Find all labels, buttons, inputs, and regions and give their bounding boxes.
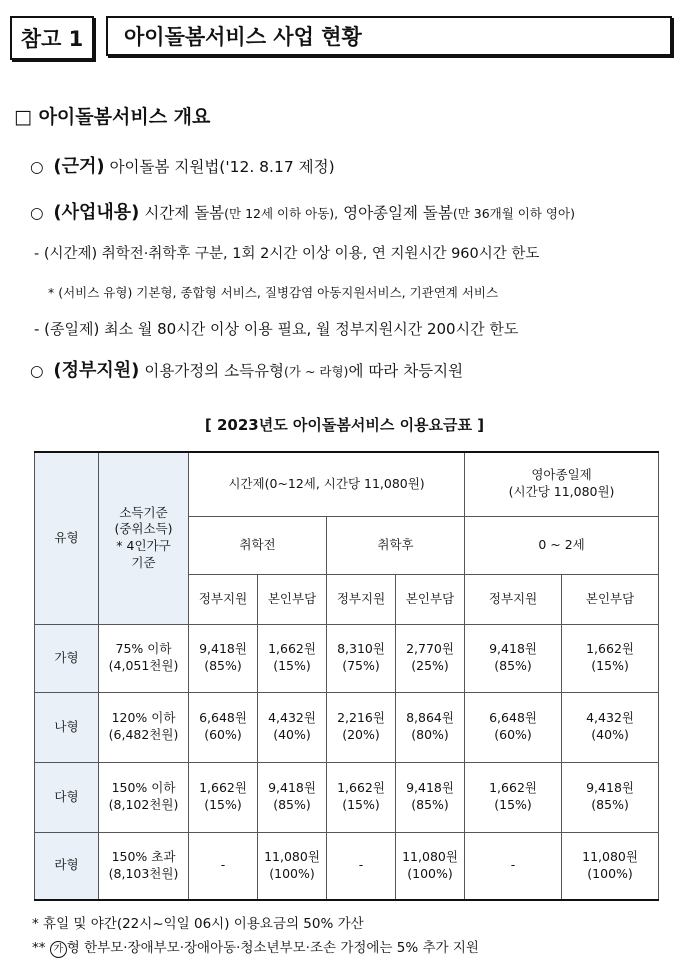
bullet-subtext: (가 ~ 라형) [284,364,349,379]
row-type: 나형 [35,692,99,762]
fee-cell: 6,648원 (60%) [465,692,562,762]
table-row [35,692,659,762]
bullet-heading: (정부지원) [53,360,140,381]
header-self: 본인부담 [258,574,327,624]
table-row [35,762,659,832]
header-preschool: 취학전 [189,516,327,574]
bullet-business [30,198,575,224]
bullet-text: 이용가정의 소득유형 [144,362,285,380]
bullet-text: 영아종일제 돌봄 [343,204,453,222]
reference-label: 참고 1 [10,16,94,60]
header-gov: 정부지원 [327,574,396,624]
bullet-mark: ○ [30,158,44,176]
fee-cell: 4,432원 (40%) [562,692,659,762]
fee-cell: 8,310원 (75%) [327,624,396,692]
row-income: 120% 이하 (6,482천원) [99,692,189,762]
bullet-heading: (근거) [53,156,105,177]
bullet-basis [30,152,335,178]
bullet-mark: ○ [30,204,44,222]
row-type: 가형 [35,624,99,692]
bullet-subtext: (만 36개월 이하 영아) [452,206,575,221]
fee-cell: 1,662원 (15%) [327,762,396,832]
dash-fullday: - (종일제) 최소 월 80시간 이상 이용 필요, 월 정부지원시간 200시간 한도 [34,320,519,338]
header-hourly: 시간제(0~12세, 시간당 11,080원) [189,452,465,516]
fee-cell: 11,080원 (100%) [396,832,465,900]
bullet-support [30,356,463,382]
fee-cell: 1,662원 (15%) [258,624,327,692]
header-school: 취학후 [327,516,465,574]
table-title: [ 2023년도 아이돌봄서비스 이용요금표 ] [204,416,485,434]
header [10,16,678,60]
fee-cell: 1,662원 (15%) [562,624,659,692]
table-row [35,832,659,900]
fee-cell: 1,662원 (15%) [465,762,562,832]
dash-hourly: - (시간제) 취학전·취학후 구분, 1회 2시간 이상 이용, 연 지원시간 960시간 한도 [34,246,540,262]
header-self: 본인부담 [562,574,659,624]
footnote-additional [32,936,479,958]
fee-cell: 9,418원 (85%) [562,762,659,832]
header-fullday: 영아종일제 (시간당 11,080원) [465,452,659,516]
bullet-text: 에 따라 차등지원 [348,362,464,380]
fee-table [34,451,659,901]
fee-cell: 4,432원 (40%) [258,692,327,762]
fee-cell: 8,864원 (80%) [396,692,465,762]
bullet-heading: (사업내용) [53,202,140,223]
fee-cell: 11,080원 (100%) [258,832,327,900]
row-income: 150% 초과 (8,103천원) [99,832,189,900]
fee-cell: 9,418원 (85%) [396,762,465,832]
header-type: 유형 [35,452,99,624]
table-row [35,624,659,692]
bullet-text: 시간제 돌봄 [144,204,225,222]
row-income: 75% 이하 (4,051천원) [99,624,189,692]
fee-cell: - [189,832,258,900]
bullet-mark: ○ [30,362,44,380]
note-service-type: * (서비스 유형) 기본형, 종합형 서비스, 질병감염 아동지원서비스, 기관연계 서비스 [48,285,499,300]
row-type: 라형 [35,832,99,900]
circled-ga-icon: 가 [50,941,67,958]
fee-cell: 11,080원 (100%) [562,832,659,900]
fee-cell: 2,216원 (20%) [327,692,396,762]
footnote-holiday: * 휴일 및 야간(22시~익일 06시) 이용요금의 50% 가산 [32,916,364,932]
section-heading: □ 아이돌봄서비스 개요 [14,106,211,128]
header-gov: 정부지원 [189,574,258,624]
fee-cell: 2,770원 (25%) [396,624,465,692]
footnote-mark: ** [32,940,46,956]
bullet-subtext: (만 12세 이하 아동), [224,206,339,221]
page-title: 아이돌봄서비스 사업 현황 [106,16,672,56]
bullet-text: 아이돌봄 지원법('12. 8.17 제정) [109,158,335,176]
fee-cell: 9,418원 (85%) [189,624,258,692]
header-self: 본인부담 [396,574,465,624]
header-gov: 정부지원 [465,574,562,624]
header-income: 소득기준 (중위소득) * 4인가구 기준 [99,452,189,624]
row-income: 150% 이하 (8,102천원) [99,762,189,832]
header-age: 0 ~ 2세 [465,516,659,574]
row-type: 다형 [35,762,99,832]
fee-cell: - [465,832,562,900]
footnote-text: 형 한부모·장애부모·장애아동·청소년부모·조손 가정에는 5% 추가 지원 [66,940,479,956]
fee-cell: 1,662원 (15%) [189,762,258,832]
fee-cell: 9,418원 (85%) [258,762,327,832]
fee-cell: 9,418원 (85%) [465,624,562,692]
fee-cell: 6,648원 (60%) [189,692,258,762]
fee-cell: - [327,832,396,900]
